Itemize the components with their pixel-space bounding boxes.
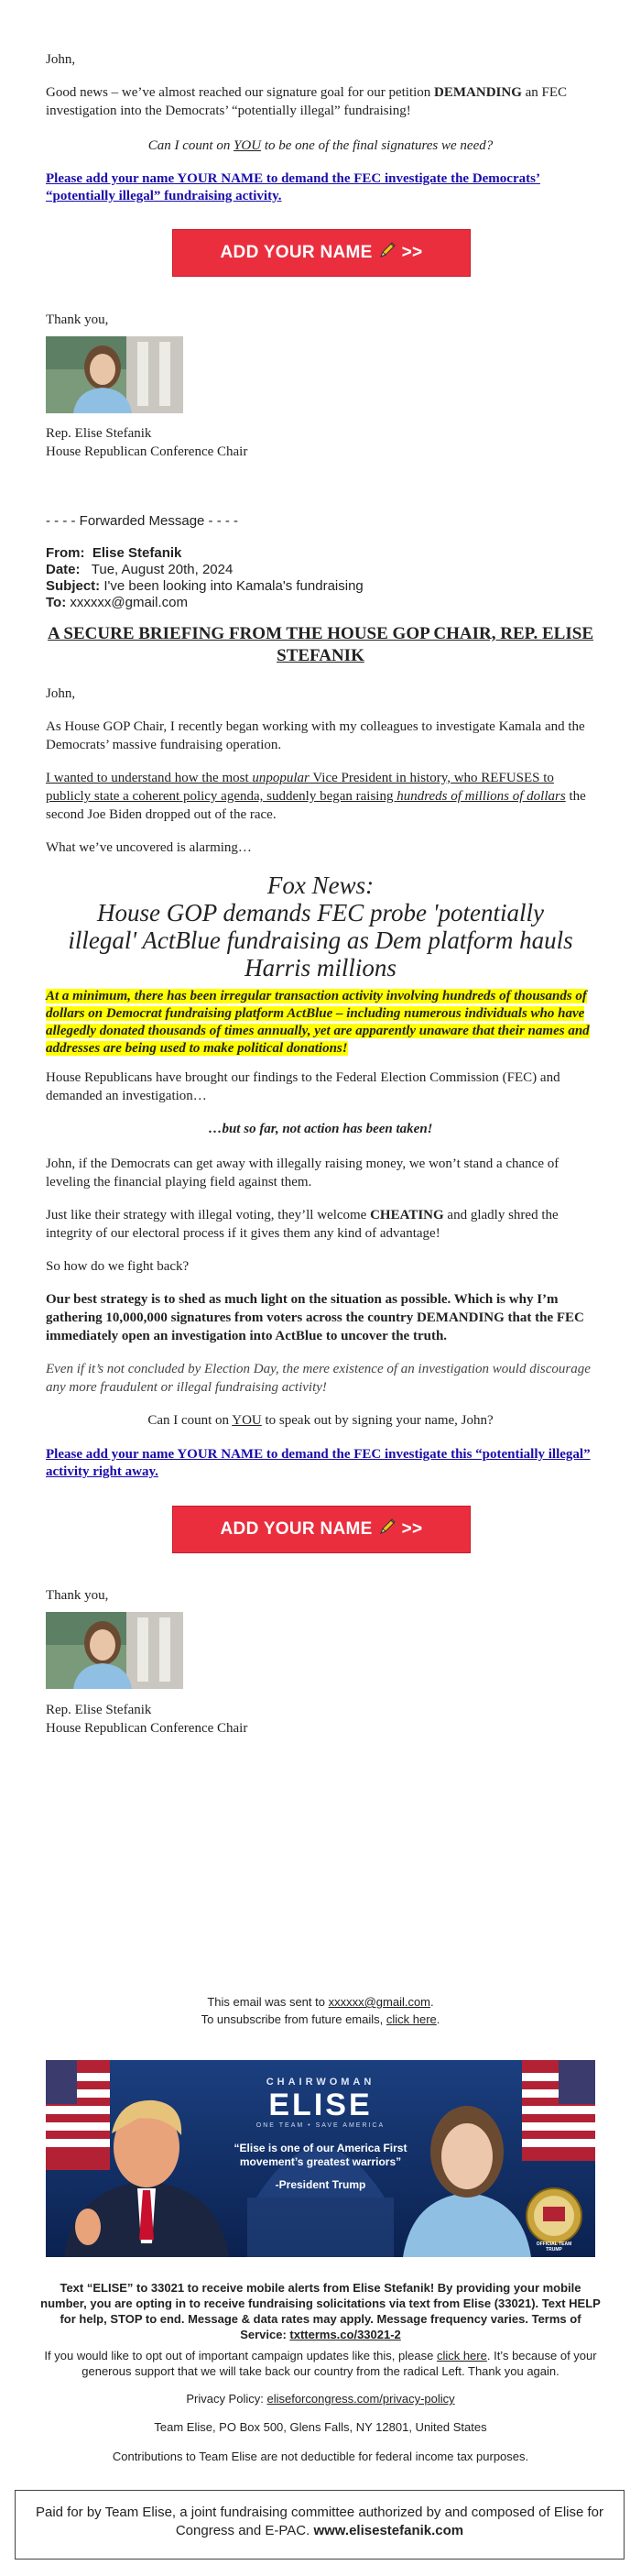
email-sent-notice: This email was sent to xxxxxx@gmail.com. (207, 1995, 434, 2009)
greeting: John, (46, 52, 76, 67)
paragraph-4: House Republicans have brought our findings to the Federal Election Commission (FEC) and demanded an investigation… (46, 1070, 560, 1103)
banner-attribution: -President Trump (275, 2178, 366, 2191)
elise-photo-2 (46, 1612, 183, 1689)
fox-source: Fox News: (266, 871, 375, 899)
fw-from-row: From: Elise Stefanik (46, 545, 182, 561)
signature-2 (46, 1701, 595, 1737)
mailing-address: Team Elise, PO Box 500, Glens Falls, NY 12801, United States (154, 2420, 487, 2434)
sms-terms-link[interactable]: txtterms.co/33021-2 (289, 2328, 401, 2341)
optout-notice: If you would like to opt out of important campaign updates like this, please click here. It’s because of your generous support that we will take back our country from the radical Left. Thank you again. (44, 2349, 597, 2378)
cta-link-2[interactable]: Please add your name YOUR NAME to demand the FEC investigate this “potentially illegal” activity right away. (46, 1447, 591, 1479)
paragraph-1: As House GOP Chair, I recently began working with my colleagues to investigate Kamala and the Democrats’ massive fundraising operation. (46, 719, 585, 752)
paragraph-8: So how do we fight back? (46, 1259, 190, 1274)
optout-link[interactable]: click here (436, 2349, 487, 2362)
paragraph-10: Even if it’s not concluded by Election Day, the mere existence of an investigation would discourage any more fraudulent or illegal fundraising activity! (46, 1362, 591, 1395)
question-2: Can I count on YOU to speak out by signing your name, John? (147, 1413, 494, 1428)
elise-photo-1 (46, 336, 183, 413)
flag-right (522, 2060, 595, 2161)
paragraph-9: Our best strategy is to shed as much light on the situation as possible. Which is why I’m gathering 10,000,000 signatures from voters across the country DEMANDING that the FEC immediately open an investigation into ActBlue to uncover the truth. (46, 1292, 584, 1343)
fox-headline-block (64, 871, 577, 981)
unsubscribe-notice: To unsubscribe from future emails, click here. (201, 2012, 440, 2026)
fw-to-row: To: xxxxxx@gmail.com (46, 595, 188, 610)
paragraph-2: I wanted to understand how the most unpopular Vice President in history, who REFUSES to publicly state a coherent policy agenda, suddenly began raising hundreds of millions of dollars the second Joe Biden dropped out of the race. (46, 771, 586, 822)
fox-headline: House GOP demands FEC probe 'potentially illegal' ActBlue fundraising as Dem platform hauls Harris millions (68, 899, 573, 981)
fw-date-row: Date: Tue, August 20th, 2024 (46, 562, 234, 577)
briefing-title: A SECURE BRIEFING FROM THE HOUSE GOP CHAIR, REP. ELISE STEFANIK (48, 624, 593, 665)
thanks-1: Thank you, (46, 312, 109, 327)
banner-chairwoman: CHAIRWOMAN (266, 2077, 375, 2088)
intro-paragraph: Good news – we’ve almost reached our signature goal for our petition DEMANDING an FEC investigation into the Democrats’ “potentially illegal” fundraising! (46, 85, 568, 118)
thanks-2: Thank you, (46, 1588, 109, 1603)
fw-subject-row: Subject: I've been looking into Kamala's fundraising (46, 578, 364, 594)
banner-name: ELISE (268, 2088, 373, 2122)
trump-seal-icon (527, 2188, 581, 2243)
cta-link-1-wrap (46, 170, 595, 205)
elise-banner[interactable] (46, 2060, 595, 2257)
signature-title: House Republican Conference Chair (46, 1721, 248, 1736)
flag-left (46, 2060, 110, 2170)
cta-link-2-wrap (46, 1446, 595, 1481)
signature-1 (46, 424, 595, 461)
paid-for-box: Paid for by Team Elise, a joint fundraising committee authorized by and composed of Elise for Congress and E-PAC. www.elisestefanik.com (15, 2490, 625, 2560)
pencil-icon (378, 1518, 397, 1541)
paragraph-7: Just like their strategy with illegal voting, they’ll welcome CHEATING and gladly shred the integrity of our electoral process if it gives them any kind of advantage! (46, 1208, 559, 1241)
greeting-2: John, (46, 686, 76, 701)
unsubscribe-link[interactable]: click here (386, 2012, 437, 2026)
banner-text (229, 2077, 412, 2191)
privacy-link[interactable]: eliseforcongress.com/privacy-policy (266, 2392, 455, 2406)
add-name-button-2[interactable]: ADD YOUR NAME >> (172, 1506, 471, 1553)
privacy-policy: Privacy Policy: eliseforcongress.com/privacy-policy (186, 2392, 455, 2406)
forwarded-headers (46, 545, 595, 611)
email-address-link[interactable]: xxxxxx@gmail.com (328, 1995, 431, 2009)
sms-terms: Text “ELISE” to 33021 to receive mobile alerts from Elise Stefanik! By providing your mobile number, you are opting in to receive fundraising solicitations via text from Elise (33021). Text HELP for help, STOP to end. Message & data rates may apply. Message frequency varies. Terms of Service: txtterms.co/33021-2 (40, 2281, 601, 2341)
contribution-notice: Contributions to Team Elise are not deductible for federal income tax purposes. (112, 2450, 529, 2463)
pencil-icon (378, 241, 397, 265)
paragraph-3: What we’ve uncovered is alarming… (46, 840, 252, 855)
paragraph-6: John, if the Democrats can get away with illegally raising money, we won’t stand a chance of leveling the financial playing field against them. (46, 1156, 560, 1189)
website-link[interactable]: www.elisestefanik.com (313, 2523, 464, 2538)
forwarded-divider: - - - - Forwarded Message - - - - (46, 513, 239, 529)
banner-tagline: ONE TEAM • SAVE AMERICA (255, 2122, 386, 2129)
banner-quote: “Elise is one of our America First movement’s greatest warriors” (234, 2142, 407, 2168)
signature-name: Rep. Elise Stefanik (46, 426, 152, 441)
paragraph-5: …but so far, not action has been taken! (208, 1122, 433, 1136)
signature-name: Rep. Elise Stefanik (46, 1703, 152, 1717)
cta-link-1[interactable]: Please add your name YOUR NAME to demand the FEC investigate the Democrats’ “potentially illegal” fundraising activity. (46, 171, 540, 203)
question-1: Can I count on YOU to be one of the final signatures we need? (147, 138, 494, 153)
add-name-button-1[interactable]: ADD YOUR NAME >> (172, 229, 471, 277)
signature-title: House Republican Conference Chair (46, 444, 248, 459)
highlight-paragraph: At a minimum, there has been irregular transaction activity involving hundreds of thousands of dollars on Democrat fundraising platform ActBlue – including numerous individuals who have allegedly donated thousands of times annually, yet are apparently unaware that their names and addresses are being used to make political donations! (46, 989, 590, 1056)
seal-text: OFFICIAL TEAM TRUMP (536, 2242, 572, 2253)
